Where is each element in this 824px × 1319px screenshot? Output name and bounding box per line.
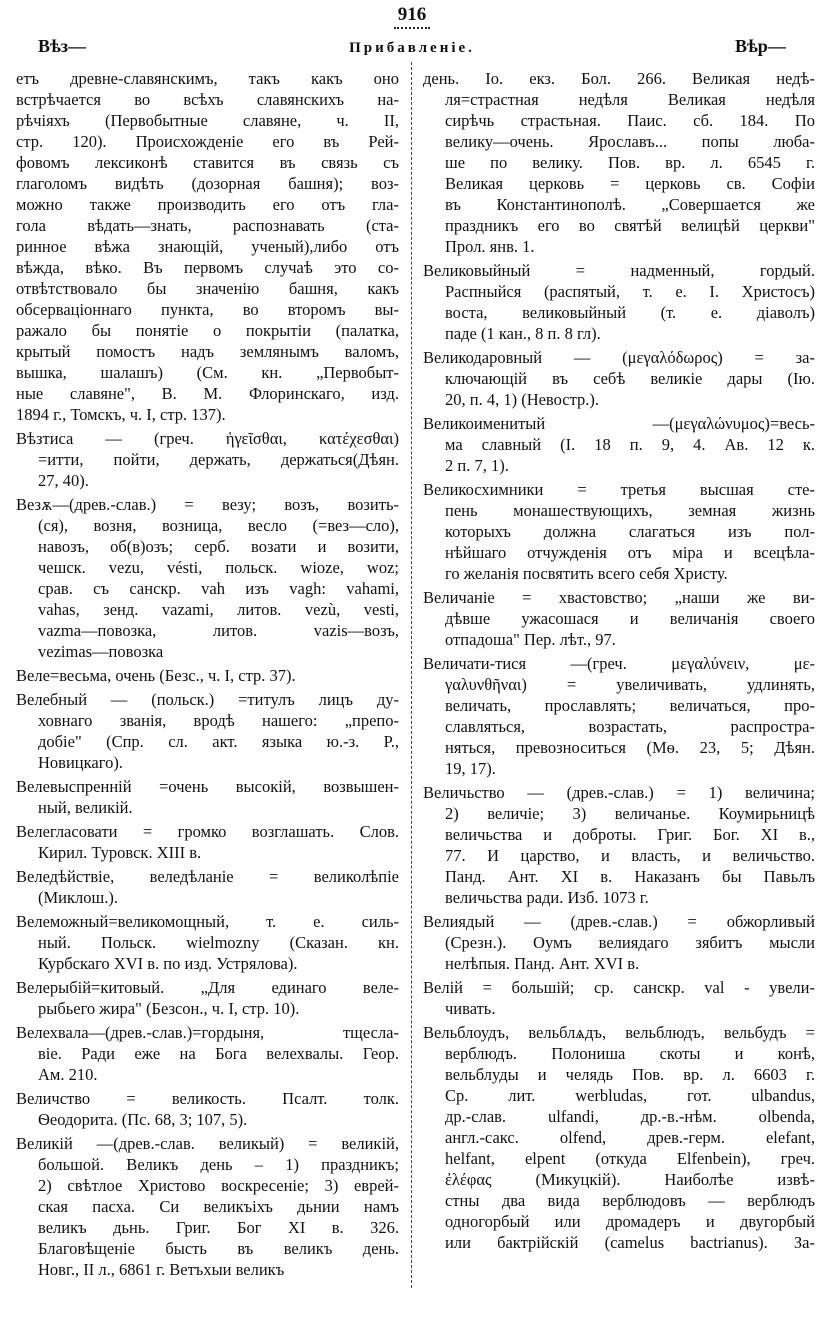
running-head-left: Вѣз— [38, 36, 87, 56]
entry-text-line: =итти, пойти, держать, держаться(Дѣян. [38, 450, 399, 469]
entry-text-line: навозъ, об(в)озъ; серб. возати и возити, [38, 537, 399, 556]
entry-text-line: ля=страстная недѣля Великая недѣля [445, 90, 815, 109]
entry-text-line: vahas, зенд. vazami, литов. vezù, vesti, [38, 600, 399, 619]
entry-text-line: ховнаго званія, вродѣ нашего: „препо- [38, 711, 399, 730]
right-column [423, 68, 815, 1256]
entry-text-line: которыхъ должна слагаться изъ пол- [445, 522, 815, 541]
dictionary-entry [16, 776, 399, 818]
section-title: Прибавленіе. [349, 40, 475, 56]
dictionary-entry [423, 1022, 815, 1253]
entry-headline: Величаніе = хвастовство; „наши же ви- [423, 588, 815, 607]
entry-text-line: Ср. лит. werbludas, гот. ulbandus, [445, 1086, 815, 1105]
entry-text-line: стны два вида верблюдовъ — верблюдъ [445, 1191, 815, 1210]
page-number-text: 916 [394, 4, 431, 29]
entry-headline: Велій = большій; ср. санскр. val - увели- [423, 978, 815, 997]
dictionary-entry [16, 1088, 399, 1130]
entry-text-line: vezimas—повозка [38, 642, 164, 661]
entry-text-line: вѣжда, вѣко. Въ первомъ случаѣ это со- [16, 258, 399, 277]
entry-text-line: 2 п. 7, 1). [445, 456, 509, 475]
entry-text-line: дѣвше ужасошася и величанія своего [445, 609, 815, 628]
dictionary-entry [16, 689, 399, 773]
entry-headline: Велехвала—(древ.-слав.)=гордыня, тщесла- [16, 1023, 399, 1042]
entry-text-line: фовомъ лексиконѣ ставится въ связь съ [16, 153, 399, 172]
dictionary-entry [423, 347, 815, 410]
entry-text-line: ные славяне", В. М. Флоринскаго, изд. [16, 384, 399, 403]
entry-text-line: отвѣтствовало бы значенію башня, какъ [16, 279, 399, 298]
entry-text-line: Панд. Ант. XI в. Наказанъ бы Павьлъ [445, 867, 815, 886]
entry-text-line: большой. Великъ день – 1) праздникъ; [38, 1155, 399, 1174]
entry-text-line: helfant, elpent (откуда Elfenbein), греч. [445, 1149, 815, 1168]
entry-text-line: Новг., II л., 6861 г. Ветъхыи великъ [38, 1260, 285, 1279]
entry-text-line: γαλυνθῆναι) = увеличивать, удлинять, [445, 675, 815, 694]
entry-text-line: чивать. [445, 999, 496, 1018]
entry-text-line: воста, великовыйный (т. е. діаволъ) [445, 303, 815, 322]
entry-text-line: 27, 40). [38, 471, 89, 490]
entry-text-line: славляться, возрастать, распростра- [445, 717, 815, 736]
entry-text-line: величать, прославлять; величаться, про- [445, 696, 815, 715]
entry-text-line: можно также производить его отъ гла- [16, 195, 399, 214]
entry-text-line: Кирил. Туровск. XIII в. [38, 843, 202, 862]
entry-text-line: отпадоша" Пер. лѣт., 97. [445, 630, 616, 649]
entry-text-line: срав. съ санскр. vah изъ vagh: vahami, [38, 579, 399, 598]
entry-text-line: Прол. янв. 1. [445, 237, 535, 256]
entry-text-line: Великая церковь = церковь св. Софіи [445, 174, 815, 193]
entry-text-line: встрѣчается во всѣхъ славянскихъ на- [16, 90, 399, 109]
dictionary-entry [16, 821, 399, 863]
entry-text-line: Ам. 210. [38, 1065, 98, 1084]
entry-text-line: віе. Ради еже на Бога велехвалы. Геор. [38, 1044, 399, 1063]
entry-text-line: вельблуды и челядь Пов. вр. л. 6603 г. [445, 1065, 815, 1084]
entry-headline: Великодаровный — (μεγαλόδωρος) = за- [423, 348, 815, 367]
entry-text-line: обсерваціоннаго пункта, во второмъ вы- [16, 300, 399, 319]
entry-headline: Веледѣйствіе, веледѣланіе = великолѣпіе [16, 867, 399, 886]
entry-text-line: 1894 г., Томскъ, ч. I, стр. 137). [16, 405, 226, 424]
entry-headline: Велеможный=великомощный, т. е. силь- [16, 912, 399, 931]
entry-text-line: стр. 120). Происхожденіе его въ Рей- [16, 132, 399, 151]
dictionary-entry [423, 977, 815, 1019]
entry-text-line: великъ дьнь. Григ. Бог XI в. 326. [38, 1218, 399, 1237]
dictionary-entry [423, 413, 815, 476]
entry-headline: Везѫ—(древ.-слав.) = везу; возъ, возить- [16, 495, 399, 514]
column-divider [411, 62, 412, 1288]
entry-text-line: одногорбый или дромадеръ и двугорбый [445, 1212, 815, 1231]
entry-text-line: Ѳеодорита. (Пс. 68, 3; 107, 5). [38, 1110, 248, 1129]
entry-text-line: ный. Польск. wielmozny (Сказан. кн. [38, 933, 399, 952]
entry-text-line: крытый помостъ надъ землянымъ валомъ, [16, 342, 399, 361]
entry-text-line: Благовѣщеніе бысть въ великъ день. [38, 1239, 399, 1258]
entry-text-line: гола вѣдать—знать, распознавать (ста- [16, 216, 399, 235]
entry-text-line: Распныйся (распятый, т. е. I. Христосъ) [445, 282, 815, 301]
entry-text-line: ма славный (I. 18 п. 9, 4. Ав. 12 к. [445, 435, 815, 454]
dictionary-entry [16, 1022, 399, 1085]
entry-text-line: 2) свѣтлое Христово воскресеніе; 3) еврей- [38, 1176, 399, 1195]
dictionary-entry [16, 665, 399, 686]
entry-text-line: велику—очень. Ярославъ... попы люба- [445, 132, 815, 151]
entry-text-line: 77. И царство, и власть, и величьство. [445, 846, 815, 865]
entry-text-line: или бактрійскій (camelus bactrianus). За- [445, 1233, 815, 1252]
entry-text-line: ше по велику. Пов. вр. л. 6545 г. [445, 153, 815, 172]
entry-text-line: (ся), возня, возница, весло (=вез—сло), [38, 516, 399, 535]
dictionary-entry [16, 1133, 399, 1280]
entry-headline: Вѣзтиса — (греч. ἡγεῖσθαι, κατέχεσθαι) [16, 429, 399, 448]
running-head-right: Вѣр— [735, 36, 786, 56]
entry-text-line: день. Іо. екз. Бол. 266. Великая недѣ- [423, 69, 815, 88]
entry-text-line: ный, великій. [38, 798, 133, 817]
dictionary-entry [423, 260, 815, 344]
entry-text-line: етъ древне-славянскимъ, такъ какъ оно [16, 69, 399, 88]
dictionary-entry [16, 977, 399, 1019]
entry-headline: Велерыбій=китовый. „Для единаго веле- [16, 978, 399, 997]
entry-text-line: ἐλέφας (Микуцкій). Наиболѣе извѣ- [445, 1170, 815, 1189]
entry-text-line: чешск. vezu, vésti, польск. wioze, woz; [38, 558, 399, 577]
dictionary-entry [423, 587, 815, 650]
entry-text-line: 19, 17). [445, 759, 496, 778]
dictionary-entry [423, 479, 815, 584]
entry-headline: Велевыспренній =очень высокій, возвышен- [16, 777, 399, 796]
entry-text-line: 2) величіе; 3) величанье. Коумирьницѣ [445, 804, 815, 823]
entry-text-line: величьства и доброты. Григ. Бог. XI в., [445, 825, 815, 844]
entry-text-line: рѣчіяхъ (Первобытные славяне, ч. II, [16, 111, 399, 130]
entry-text-line: ская пасха. Си великъіхъ дьнии намъ [38, 1197, 399, 1216]
entry-text-line: (Срезн.). Оумъ велиядаго зябитъ мысли [445, 933, 815, 952]
entry-continuation [16, 68, 399, 425]
entry-text-line: глаголомъ видѣть (дозорная башня); воз- [16, 174, 399, 193]
dictionary-entry [16, 494, 399, 662]
entry-text-line: добіе" (Спр. сл. акт. языка ю.-з. Р., [38, 732, 399, 751]
entry-headline: Великосхимники = третья высшая сте- [423, 480, 815, 499]
entry-text-line: паде (1 кан., 8 п. 8 гл). [445, 324, 601, 343]
dictionary-entry [423, 68, 815, 257]
entry-headline: Великій —(древ.-слав. великый) = великій, [16, 1134, 399, 1153]
dictionary-entry [16, 428, 399, 491]
entry-headline: Вельблоудъ, вельблѧдъ, вельблюдъ, вельбудъ = [423, 1023, 815, 1042]
entry-text-line: праздникъ его во святѣй велицѣй церкви" [445, 216, 815, 235]
entry-text-line: въ Константинополѣ. „Совершается же [445, 195, 815, 214]
entry-text-line: Курбскаго XVI в. по изд. Устрялова). [38, 954, 298, 973]
entry-text-line: го желанія посвятить всего себя Христу. [445, 564, 728, 583]
entry-text-line: верблюдъ. Полониша скоты и конѣ, [445, 1044, 815, 1063]
dictionary-entry [423, 782, 815, 908]
dictionary-entry [16, 911, 399, 974]
entry-headline: Великовыйный = надменный, гордый. [423, 261, 815, 280]
entry-headline: Великоименитый —(μεγαλώνυμος)=весь- [423, 414, 815, 433]
entry-text-line: няться, превозноситься (Мѳ. 23, 5; Дѣян. [445, 738, 815, 757]
entry-text-line: ключающій въ себѣ великіе дары (Ію. [445, 369, 815, 388]
entry-headline: Величство = великость. Псалт. толк. [16, 1089, 399, 1108]
entry-text-line: 20, п. 4, 1) (Невостр.). [445, 390, 600, 409]
entry-text-line: др.-слав. ulfandi, др.-в.-нѣм. olbenda, [445, 1107, 815, 1126]
entry-text-line: (Миклош.). [38, 888, 118, 907]
entry-text-line: рыбьего жира" (Безсон., ч. I, стр. 10). [38, 999, 300, 1018]
entry-headline: Величати-тися —(греч. μεγαλύνειν, με- [423, 654, 815, 673]
entry-text-line: вышка, шалашъ) (См. кн. „Первобыт- [16, 363, 399, 382]
entry-headline: Веле=весьма, очень (Безс., ч. I, стр. 37). [16, 666, 296, 685]
entry-text-line: нелѣпыя. Панд. Ант. XVI в. [445, 954, 640, 973]
entry-headline: Велебный — (польск.) =титулъ лицъ ду- [16, 690, 399, 709]
entry-headline: Величьство — (древ.-слав.) = 1) величина; [423, 783, 815, 802]
dictionary-entry [423, 653, 815, 779]
entry-text-line: англ.-сакс. olfend, древ.-герм. elefant, [445, 1128, 815, 1147]
left-column [16, 68, 399, 1283]
entry-text-line: нѣйшаго отчужденія отъ міра и всецѣла- [445, 543, 815, 562]
entry-text-line: пень монашествующихъ, земная жизнь [445, 501, 815, 520]
entry-text-line: ринное вѣжа знающій, ученый),либо отъ [16, 237, 399, 256]
page-number [0, 4, 824, 29]
entry-text-line: Новицкаго). [38, 753, 123, 772]
entry-text-line: величьства ради. Изб. 1073 г. [445, 888, 649, 907]
dictionary-entry [423, 911, 815, 974]
dictionary-entry [16, 866, 399, 908]
entry-headline: Велегласовати = громко возглашать. Слов. [16, 822, 399, 841]
entry-text-line: сирѣчь страстьная. Паис. сб. 184. По [445, 111, 815, 130]
entry-headline: Велиядый — (древ.-слав.) = обжорливый [423, 912, 815, 931]
entry-text-line: vazma—повозка, литов. vazis—возъ, [38, 621, 399, 640]
entry-text-line: ражало бы понятіе о покрытіи (палатка, [16, 321, 399, 340]
